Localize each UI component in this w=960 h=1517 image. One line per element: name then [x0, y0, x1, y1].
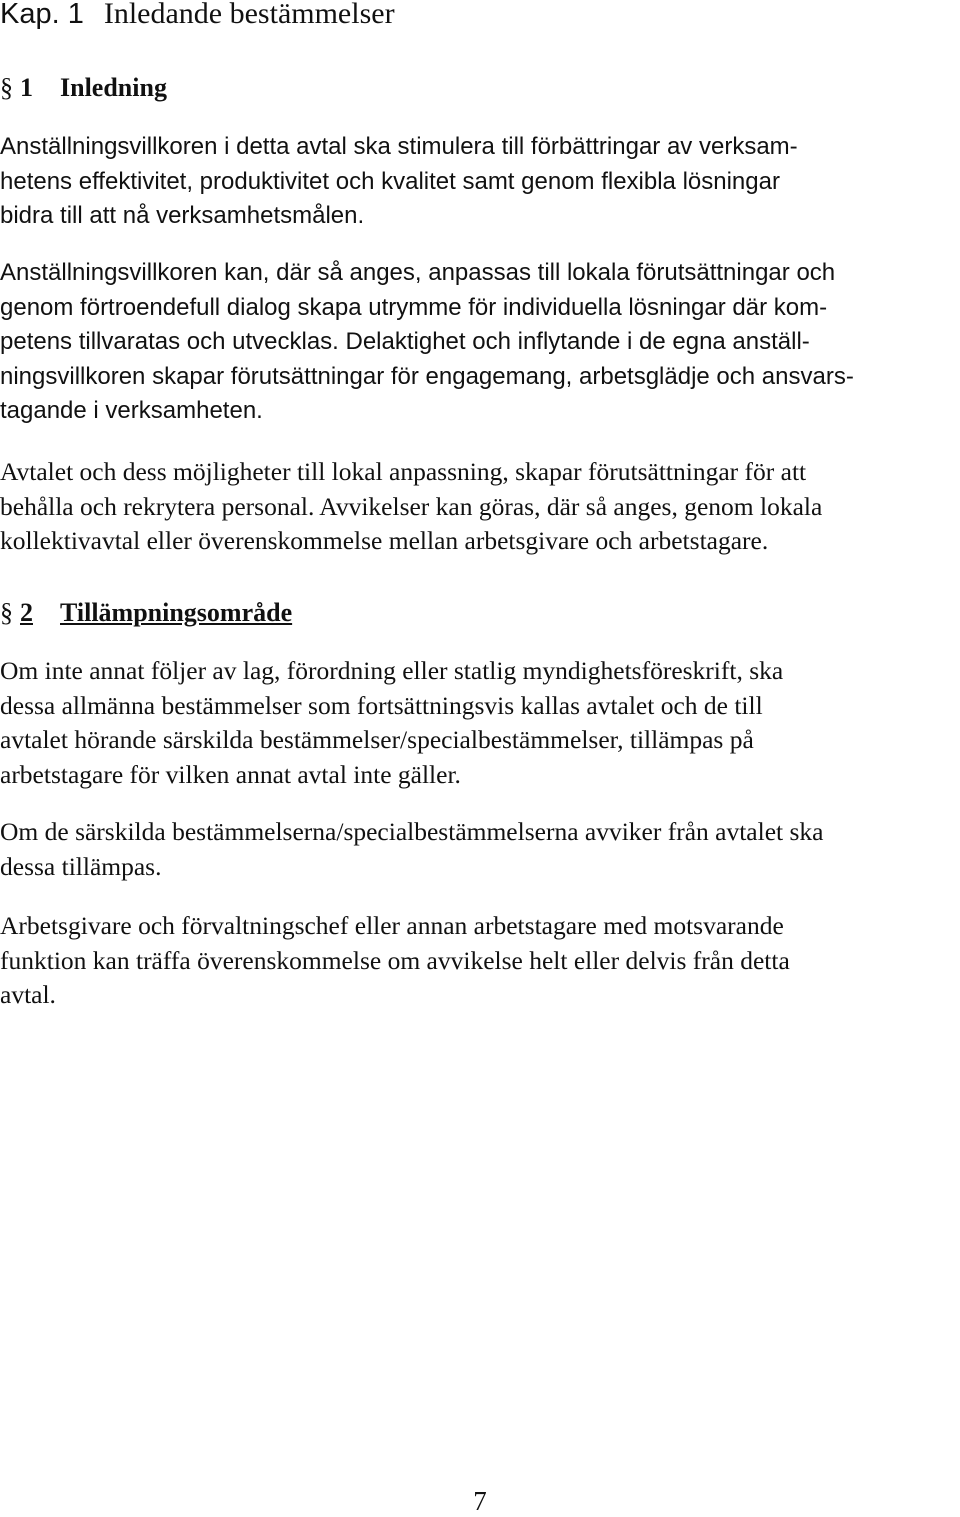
- text-line: Anställningsvillkoren i detta avtal ska stimulera till förbättringar av verksam-: [0, 133, 798, 160]
- section-1-paragraph-2: [0, 256, 958, 429]
- section-number: 2: [20, 598, 33, 627]
- section-title: Inledning: [60, 73, 167, 102]
- text-line: Om inte annat följer av lag, förordning eller statlig myndighetsföreskrift, ska: [0, 656, 784, 685]
- text-line: avtalet hörande särskilda bestämmelser/specialbestämmelser, tillämpas på: [0, 725, 754, 754]
- section-sign: §: [0, 73, 13, 102]
- section-1-heading: [0, 71, 167, 105]
- text-line: Arbetsgivare och förvaltningschef eller annan arbetstagare med motsvarande: [0, 911, 784, 940]
- text-line: Avtalet och dess möjligheter till lokal anpassning, skapar förutsättningar för att: [0, 457, 807, 486]
- section-number: 1: [20, 73, 33, 102]
- section-sign: §: [0, 598, 13, 627]
- section-2-paragraph-1: [0, 654, 958, 792]
- text-line: arbetstagare för vilken annat avtal inte gäller.: [0, 759, 461, 789]
- chapter-label: Kap. 1: [0, 0, 84, 30]
- text-line: petens tillvaratas och utvecklas. Delaktighet och inflytande i de egna anställ-: [0, 328, 810, 355]
- section-1-paragraph-1: [0, 130, 958, 234]
- text-line: funktion kan träffa överenskommelse om avvikelse helt eller delvis från detta: [0, 945, 790, 975]
- section-title: Tillämpningsområde: [60, 598, 293, 627]
- section-2-paragraph-3: [0, 909, 958, 1013]
- text-line: bidra till att nå verksamhetsmålen.: [0, 202, 365, 229]
- section-2-heading: [0, 596, 292, 630]
- text-line: Anställningsvillkoren kan, där så anges, anpassas till lokala förutsättningar och: [0, 259, 836, 286]
- chapter-name: Inledande bestämmelser: [103, 0, 395, 30]
- text-line: kollektivavtal eller överenskommelse mellan arbetsgivare och arbetstagare.: [0, 526, 769, 555]
- page-number: [0, 1485, 960, 1517]
- text-line: avtal.: [0, 980, 56, 1009]
- text-line: hetens effektivitet, produktivitet och kvalitet samt genom flexibla lösningar: [0, 167, 780, 195]
- text-line: tagande i verksamheten.: [0, 397, 263, 424]
- section-2-paragraph-2: [0, 815, 958, 884]
- text-line: genom förtroendefull dialog skapa utrymme för individuella lösningar där kom-: [0, 293, 828, 321]
- text-line: ningsvillkoren skapar förutsättningar för engagemang, arbetsglädje och ansvars-: [0, 362, 854, 390]
- text-line: dessa tillämpas.: [0, 851, 162, 881]
- text-line: dessa allmänna bestämmelser som fortsättningsvis kallas avtalet och de till: [0, 690, 763, 720]
- chapter-title: [0, 0, 395, 34]
- text-line: Om de särskilda bestämmelserna/specialbestämmelserna avviker från avtalet ska: [0, 817, 824, 846]
- text-line: behålla och rekrytera personal. Avvikelser kan göras, där så anges, genom lokala: [0, 491, 823, 521]
- page-number-text: 7: [473, 1486, 487, 1516]
- section-1-paragraph-3: [0, 455, 958, 559]
